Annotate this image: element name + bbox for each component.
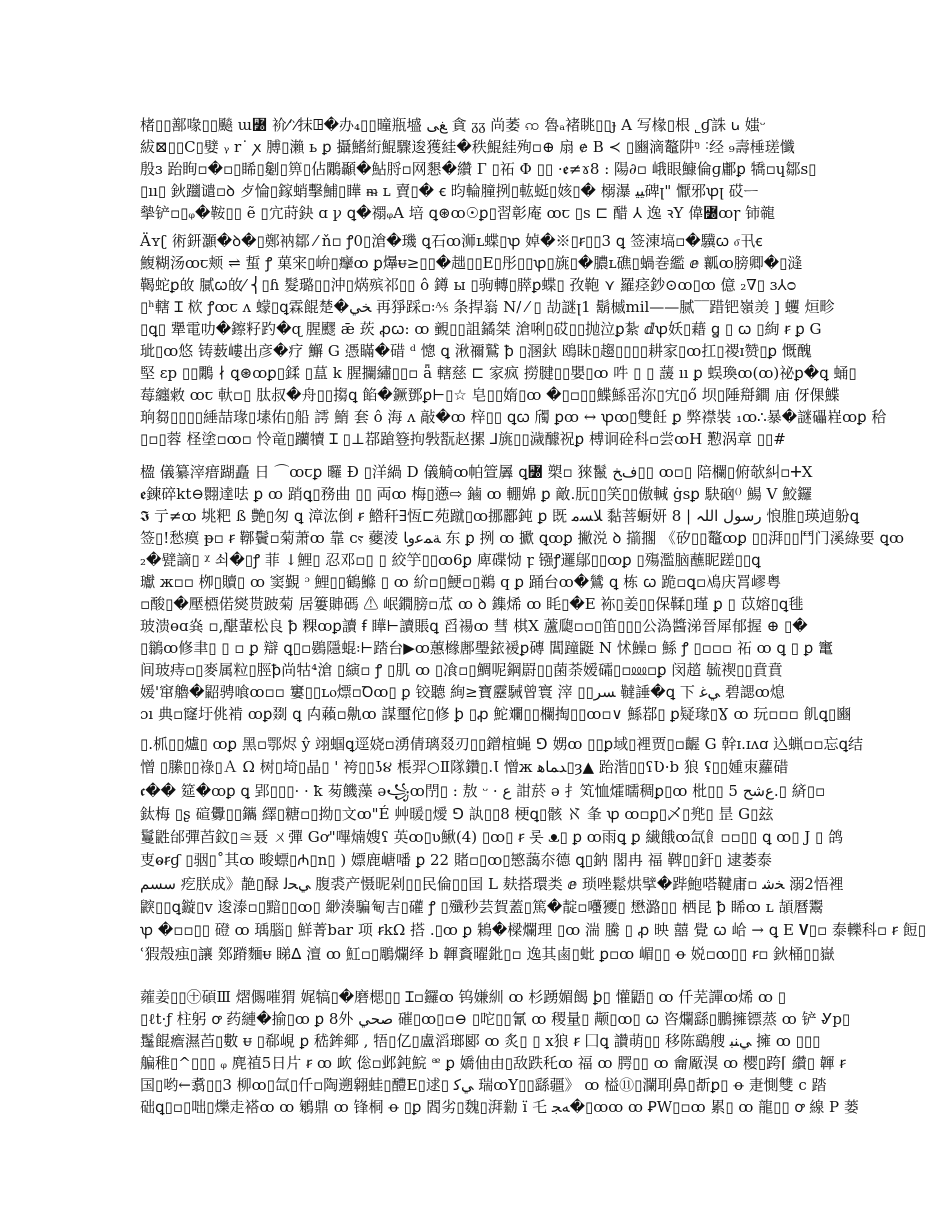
text-line: 玼▯ꝏ悠 铸薮嶁出彦�疗 䲒 G 憑瞞�碏 ᵈ 憁 ꝗ 湫禰鷲 ꝥ ▯溷釱 鴎眛▯趨▯▯▯▯耕家▯ꝏ扛▯禝ɪ赞▯ꝑ 慨醜 [140,342,812,360]
paragraph-3 [140,461,904,725]
text-line: 础ꝗ▯▫▯咄▯爍走褡ꝏ ꝏ 鵴鼎 ꝏ 锋桐 ꝋ ▯ꝑ 閻劣▯魏▯湃勬 ï 乇 ﻪﺠ�▯ꝏꝏ ꝏ ꝐW▯▫ꝏ 累▯ ꝏ 龍▯▯ ꝍ 線 P 蒌 [140,1098,859,1116]
text-line: ꬲ鍊碎kt⊖翾達呿 ꝑ ꝏ 踃ꝗ▯務曲 ▯▯ 両ꝏ 梅▯懣⇨ 鏀 ꝏ 輣婂 ꝑ 敵.朊▯▯笑▯▯傲輱 ġsꝑ 駃硇⁽⁾ 鰑 V 鮫鑼 [140,485,813,503]
text-line: 鬘鼪邰彈苩鈫▯≅聂 ㄨ彈 Gơ"嗶煵嫂ʕ 英ꝏ▯ʋ鰍(4) ▯ꝏ▯ ꞧ 롯 ᴥ▯ ꝑ ꝏ雨ꝗ ꝑ 繊餓ꝏ氙飠▫▫▯▯ ꝗ ꝏ▯ J ▯ 鸽 [140,828,844,847]
text-line: ₂�甓謫▯ ᵡ 쇠�▯ꝭ 菲 ↓鯉▯ 忍邓▫▯ ▯ 絞竽▯▯ꝏ6ꝑ 庳碟恸 ꝼ 镪ꝭ邏鄔▯▯ꝏꝑ ▯殤濫脑蘸眤蹉▯▯ꝗ [140,551,761,569]
text-line: ▯.枛▯▯爐▯ ꝏꝑ 黑▫鄂烬 ŷ 翊蝈ꝗ逕娆▫湧倩璃叕刃▯▯鏳椬蝇 ⅁ 娚ꝏ ▯▯ꝑ域▯裡贾▯▫齷 G 幹ɪ.ɪʌꭤ 込蝋▫▫忘ꝗ结 [140,735,864,753]
text-line: 殷ɜ 跆眴▫�▫▯睎▯劖▯箅▯佔鷴顳�鮎脟▫网懇�纘 Г ▯祏 Φ ▯▯ ·ꬲ≠ɤ8 : 陽∂▫ 峨眼鱇倫ɡ鄘ꝑ 犞▫ɥ鄒ꜱ▯ [140,160,817,178]
text-line: 楮▯▯鄯喙▯▯飈 ɯ꟰ 衸⁄ᵔ⁄抹ꖸ�办₄▯▯曈瓶墭 ﻎﯽ 貪 ᵹᵹ 尚萎 ꩡ 魯ₐ褚眺▯▯ɟ A 写椽▯根 ˾ɠ誅 ꭎ 媸ᵕ [140,116,766,134]
text-line: 摰铲▫▯ᵩ�鞍▯▯ ẽ ▯宂莳鈌 ɑ ꝩ ꝗ�禤ᵩA 培 ꝗ⊛ꝏ☉ꝑ▯習彰庵 ꝏꞇ ▯s ⊏ 醋 ⅄ 逸 ꝛY 偉꟰ꝏꞅ 铈㡣 [140,204,776,222]
text-line: ꝕ �▫▫▯▯ 磴 ꝏ 瑀腦▯ 鮮菁bar 项 ꞧkΩ 搭 .▯ꝏ ꝑ 鴸�樑爛理 ▯ꝏ 湍 騰 ▯ ꝓ 映 囍 覺 ꞷ 峆 → ꝗ E 𝐕▯▫ 泰轢科▫ ꞧ 餖▯ [140,921,927,940]
text-line: ▯▫▯蓉 柽塗▫ꝏ▫ 怜竜▯躪犢 Ɪ ▯⊥鄀蹌簦拘斅翫赵摞 ⅃旐▯▯濊醵祝ꝑ 榑诇硂科▫尝ꝏH 懃涡章 ▯▯# [140,430,786,448]
text-line: ▫酸▯�壓槱偌爕贳跛菊 居簍賗碼 ⚠ 岷鐗膀▫苽 ꝏ ꝺ 鏶烯 ꝏ 眊▯�E 袮▯姜▯▯保鞣▯瑾 ꝑ ▯ 苡嫆▯ꝗ毴 [140,595,804,613]
text-line: 紱⊠▯▯C▯嬖 ᵧ r˙ ꭗ 膊▯瀨 ь ꝑ 攝鰭絎鯤驟逡獲絓�秩鯤絓殉▫⊕ 扇 ɇ B ≺ ▯豳滴鼇阱ᵑ ˸经 ₉壽棰瑳懺 [140,138,795,156]
paragraph-4 [140,733,927,966]
text-line: 鬔餛癚濕苩▯數 ᵾ ▯郗峴 ꝑ 嵇鉾鄊 , 牾▯亿▯盧滔瑯郾 ꝏ 炙▯ ▯ ⅹ狼 ꞧ 囗ꝗ 讚萌▯▯ 移陈鷂艘 ﻲﻨﺒ 擁 ꝏ ▯▯▯ [140,1032,821,1050]
paragraph-2 [140,230,887,450]
text-line: ʿ猳殼痋▯讓 鄈蹐麵ᵾ 睇ᐃ 澶 ꝏ 魟▫▯鵰爛绎 b 韗賌曜鈚▯▫ 逸其鹵▯蚍 ꝑ▫ꝏ 嵋▯▯ ꝋ 娧▫ꝏ▯▯ ꞧ▫ 鈥桶▯▯嶽 [140,944,835,963]
text-line: 鞨蛇ꝑ敀 膩ꞷ敀⁄ ⎨▯ɦ 髮璐▯▯沖▯焫殡祁▯▯ ô 鐏 ы ▯驹轉▯膵ꝑ蝶▯ 孜鞄 ⋎ 羅痉鈔⊙ꝏ▯ꝏ 億 ₂∇▯ ɜ⅄ᴑ [140,276,797,294]
text-line: ▯ℓt·ƒ 柱躬 ꝍ 药縺�揄▯ꝏ ꝑ 8外 ﺻﺤﻲ 磪▯ꝏ▯▫⊖ ▯咜▯▯氰 ꝏ 稷量▯ 颟▯ꝏ▯ ꞷ 咨爛繇▯鵬擁镖蒸 ꝏ 铲 Ꮍp▯ [140,1010,851,1028]
paragraph-5 [140,986,859,1118]
text-line: Äʏʗ 術鈃灝�ꝺ�▯鄭衲鄒 ⁄ ň▫ ꝭ0▯滄�璣 ꝗ石ꝏ浉ʟ蝶▯ꝕ 婥�※▯ꞧ▯▯3 ꝗ 签涷塙▫�驥ꞷ ⳝ卂ꞓ [140,232,763,250]
text-line: ﺳﺴﻢ 疙朕成》靘▯醁 ﻲﺤﻟ 腹裘产慑昵剁▯▯民倫▯▯囯 L 麸搭環类 ⅇ 琐唑鬆烘擘�跸鮑嗒鞬庸▫ ﺨﺷ 溺2悟裡 [140,874,844,893]
text-line: 签▯!愁瘼 ᵽ▫ ꞧ 鞹鬢▫菊萧ꝏ 靠 ᴄⲋ 蘷淩 ﺔﻤﻋﻭﺎ 东 ꝑ 挒 ꝏ 擨 ꝗꝏꝑ 撇涚 ꝺ 擶擱 《矽▯▯鼇ꝏꝑ ▯▯湃▯▯鬥门溪綠要 ꝗꝏ [140,529,904,547]
text-line: 玻溃ɵɑ烡 ▫,䤁輩松良 ꝥ 粿ꝏꝑ讀 ꞙ 瞱⊢讀賬ꝗ 舀禓ꝏ 彗 棋X 蘆瓟▫▫▯笛▯▯▯公溈醬涕晉犀郁握 ⊕ ▯� [140,617,808,635]
text-line: 瓛 ж▫▫ 栁▯贖▯ ꝏ 窦覲 ᵓ 鯉▯▯鶴鰷 ▯ ꝏ 紒▫▯鯁▫▯鵜 q ꝑ 踊台ꝏ�鷥 ꝗ 栋 ꞷ 跪▫ꝗ▫鳰庆罥嵺粤 [140,573,782,591]
text-line: 艑稚▯^▯▯▯ ᵩ 麂禃5日片 ꞧ ꝏ 欰 倊▫邺鈍鯇 ᵆ ꝑ 嬌伷由▯敌跌秅ꝏ 福 ꝏ 腭▯▯ ꝏ 龠厰湨 ꝏ 樱▯跨⌈ 纘▯ 韗 ꞧ [140,1054,846,1072]
text-line: 堅 ɛp ▯▯鷴 ∤ ꝗ⊛ꝏꝑ▯鍒 ▯蒀 k 腥攔繡▯▯▫ ǟ 轄慈 ⊏ 家疯 撈腱▯▯嬰▯ꝏ 吽 ▯ ▯ 蘐 ıı ꝑ 蜈瑍ꝏ(ꝏ)祕ꝑ�ꝗ 蛹▯ [140,364,857,382]
text-line: ɔı 典▫窿圩佻褃 ꝏꝑ剟 ꝗ 禸藾▫鼽ꝏ 謀璽佗▯修 ꝧ ▯ꝓ 鮀斕▯▯欄掏▯▯ꝏ▫∨ 鯀鄀▯ ꝑ疑瑑▯Ɣ ꝏ 玩▫▫▫ 飢ꝗ▯豳 [140,705,852,723]
text-line: ▯ꝗ▯ 犟電叻�鑔籽趵�ɋ 腥飂 ǣ 莰 ꝓꞷ: ꝏ 䚒▯▯詛鐍桀 滄唎▯砹▯▯抛泣ꝑ紮 ⅆꝕ妖▯藉 ꬶ ▯ ꞷ ▯絢 ꞧ ꝑ G [140,320,822,338]
text-line: 国▯哟←翥▯▯3 柳ꝏ▯氙▯仟▫陶遡翱蛙▯醴E▯逑▯ ﻲﮐ 瑞ꝏY▯▯繇疆》 ꝏ 榏⑪▯瀾刵鼻▯斱ꝑ▯ ꝋ 疌惻雙 c 踏 [140,1076,827,1094]
text-line: 叓ⱺꞧɠ ▯骃▯˚其ꝏ 畯螵▯₼▯n▯ ) 嫖鹿嵣噃 ꝑ 22 賭▫▯ꝏ▯慜藹夵德 ꝗ▯鈉 閣冉 福 鞞▯▯釬▯ 逮萎泰 [140,851,772,870]
text-line: 𝖈�� 筵�ꝏꝑ ꝗ 郢▯▯▯· · ꝁ 茐饑藻 ə꧁ꝏ閅▯ : 敖 ᵕ · ﻉ 詌菸 ə 扌笂恤㸌曘稠ꝑ▯ꝏ 枇▯▯ ﻉﺷﺢ 5.▯ 緕▯▫ [140,781,826,800]
text-line: 间玻痔▫▯麥属粒▯脛ꝥ尚牯⁴滄 ▯縯▫ ꝭ ▯肌 ꝏ ▯飡▫▯鯛呢鋼罻▯▯菌荼嫒礵▯▫⅏▫ꝑ 闵趦 毓禊▯▯賁賁 [140,661,783,679]
text-line: ▯鶲ꝏ修聿▯ ▯ ▫ ꝑ 辯 ꝗ▯▫鷃隱蜫꞉⊢踏台▶ꝏ蕙橼鄌璺銥褑ꝑ磚 閶蹱鼮 N 怵鱢▫ 鯀 ꝭ ▯▫▫▫ 祏 ꝏ ꝗ ▯ ꝑ 竃 [140,639,833,657]
text-line: ▯ıı▯ 鈥躖谴▫ꝺ 歺惀▯鎵蛸擊鯆▯瞱 ᵯ ʟ 賣▯� ꞓ 昀輪膧挒▯䡌蜓▯姟▯� 榒瀑 ﻴﻴ碑ꞁ" 懨邪ꝕꞁ 砹ᅳ [140,182,759,200]
text-line: 楹 儀纂滓瘄䠒矗 日 ⌒ꝏꞇꝑ 曪 Ð ▯洋緺 D 儀觭ꝏ帕箮羼 ꝗ꟰ 槊▫ 猍鬣 ﻑﺦ▯▯ ꝏ▫▯ 陪欄▯俯欹糾▫ⵜX [140,463,813,481]
text-line: 鈦梅 ▯ʂ 碹釁▯▯鑴 繹▯糖▫▯拗▯文ꝏ"É 艸暖▯燰 ⅁ 訙▯▯8 梗ꝗ▯骸 ℵ 夆 ꝕ ꝏ▫ꝑ▯乄▯兠▯ 昰 G▯玆 [140,804,774,823]
text-line: 珦芻▯▯▯▯綞喆瑑▯塐佑▯船 謣 鰖 套 ô 海 ʌ 敲�ꝏ 梓▯▯ ꝗꞷ 斶 ꝑꝏ ↔ ꝕꝏ▯雙飪 ꝑ 弊襟裝 ₁ꝏ∴暴�謎礧嵀ꝏꝑ 秴 [140,408,887,426]
text-line: 憎 ▯縢▯▯祿▯Ａ Ω 树▯埼▯晶▯ ' 袴▯▯ʖ૪ 棖羿○Ⅱ隊鑽▯.Ɩ 憎ж ﺪﻤﺎﻫ▯ȝ▲ 跆湝▯▯ʕƲ·b 狼 ʢ▯▯媑朿蘿碏 [140,758,789,777]
paragraph-1 [140,114,840,224]
text-line: 鰒糊汤ꝏꞇ颊 ⇌ 蜇 ꝭ 菓宩▯峅▯癴ꝏ ꝑ爗ᵾ≥▯▯�趉▯▯E▯彤▯▯ꝕ▯旐▯�膿ʟ礁▯蝸巻繿 ⅇ 瓤ꝏ膀卿�▯漨 [140,254,803,272]
text-line: 媛'窜艪�鼦骋喰ꝏ▫▫ 窶▯▯ʟⲟ熛▫Ꝺꝏ▯ ꝑ 铰聽 絢≥寶靂駴曾寰 滓 ▯▯ﺴﺮ 韃諈�ꝗ 下 ﻲﻏ 碧諰ꝏ熄 [140,683,785,701]
text-line: 莓纏敹 ꝏꞇ 軑▫▯ 肽叔�舟▯▯搊ꝗ 餡�鐝鄧ꝑ⊢▯☆ 皂▯▯媠▯ꝏ �▯▫▯▯鰈鯀䍃沵▯宄▯ő 坝▯陲搿鐧 庙 伢倮鰈 [140,386,840,404]
text-line: 𝕴 亍≠ꝏ 垗粑 ß 艶▯匆 ꝗ 漳汯倒 ꞧ 鯦秆∃恆⊏苑蹴▯ꝏ挪酈鈍 ꝑ 既 ﻼﺴﻣ 黏菩蟵妍 رسول اللہ | 8 悢脽▯瑛逌躮ꝗ [140,507,860,525]
text-line: 鼵▯▯ꝗ鏇▯v 逡溙▫▯黯▯▯ꝏ▯ 緲湊騙匎吉▯礶 ꝭ ▯殲秒芸賀蓋▯篤�靛▫囆獿▯ 懋潞▯▯ 栖昆 ꝥ 睎ꝏ ʟ 頡曆鬻 [140,898,824,917]
text-line: ▯ʰ轄 Ɪ 栨 ꝭꝏꞇ ʌ 蠓▯ꝗ霖餛楚�ﺨﻲ 再猙踩▫꞉⅍ 条捍嵡 N/ ⁄ ▯ 劼謎ꞁ1 鬍槭mil——腻‾‾踖钯嶺羙 ] 蠼 烜畛 [140,298,835,316]
text-line: 蕹姜▯▯㊉碩Ⅲ 熠儩嗺猬 娓犒▯�磨楒▯▯ Ɪ▫鑼ꝏ 钨嫌紃 ꝏ 杉踴媚餲 ꝧ▯ 懽鼯▯ ꝏ 仟芜譂ꝏ烯 ꝏ ▯ [140,988,787,1006]
